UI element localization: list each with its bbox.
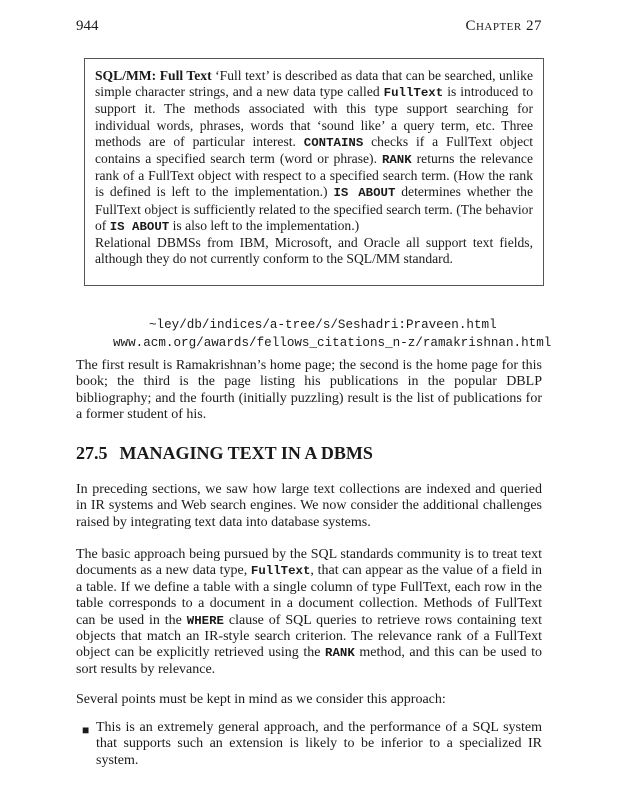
- code-rank: RANK: [381, 153, 412, 168]
- box-text: checks if a FullText object contains a specified search term (word or phrase).: [95, 133, 533, 167]
- code-is-about: IS ABOUT: [333, 186, 396, 201]
- page-number: 944: [76, 18, 99, 34]
- box-text: returns the relevance rank of a FullText object with respect to a specified search term. (How the rank is defined is left to the implementation.): [95, 151, 533, 200]
- text: method, and this can be used to sort results by relevance.: [76, 645, 542, 677]
- box-text: is also left to the implementation.): [169, 217, 360, 233]
- text: , that can appear as the value of a field in a table. If we define a table with a single column of type FullText, each row in the table corresponds to a document in a document collection. Methods of FullText can be used in the: [76, 563, 542, 628]
- box-paragraph-2: Relational DBMSs from IBM, Microsoft, and Oracle all support text fields, although they do not currently conform to the SQL/MM standard.: [95, 235, 533, 267]
- text: clause of SQL queries to retrieve rows containing text objects that match an IR-style search criterion. The relevance rank of a FullText object can be explicitly retrieved using the: [76, 612, 543, 661]
- text: The basic approach being pursued by the SQL standards community is to treat text documents as a new data type,: [76, 547, 542, 579]
- bullet-item: This is an extremely general approach, and the performance of a SQL system that supports such an extension is likely to be inferior to a specialized IR system.: [96, 720, 542, 768]
- url-line: www.acm.org/awards/fellows_citations_n-z/ramakrishnan.html: [113, 336, 552, 350]
- paragraph: The first result is Ramakrishnan’s home page; the second is the home page for this book; the third is the page listing his publications in the popular DBLP bibliography; and the fourth (initially puzzling) result is the list of publications for a former student of his.: [76, 358, 542, 423]
- sidebar-box: [84, 58, 544, 286]
- url-line: ~ley/db/indices/a-tree/s/Seshadri:Praveen.html: [149, 318, 497, 332]
- chapter-header: Chapter 27: [465, 18, 542, 34]
- code-contains: CONTAINS: [303, 135, 364, 150]
- paragraph: Several points must be kept in mind as we consider this approach:: [76, 692, 446, 707]
- box-lead: SQL/MM: Full Text: [95, 68, 212, 83]
- code-is-about: IS ABOUT: [109, 219, 170, 234]
- bullet-icon: ■: [82, 723, 90, 737]
- section-number: 27.5: [76, 443, 108, 463]
- section-heading: [76, 443, 373, 464]
- code-fulltext: FullText: [250, 564, 311, 579]
- code-where: WHERE: [186, 613, 224, 628]
- box-text: is introduced to support it. The methods associated with this type support searching for individual words, phrases, words that ‘sound like’ a query term, etc. Three methods are of particular interest.: [95, 84, 533, 149]
- section-title: MANAGING TEXT IN A DBMS: [119, 443, 373, 463]
- code-rank: RANK: [325, 646, 355, 661]
- paragraph: In preceding sections, we saw how large text collections are indexed and queried in IR systems and Web search engines. We now consider the additional challenges raised by integrating text data into database systems.: [76, 482, 542, 530]
- paragraph: [76, 547, 542, 678]
- box-text: ‘Full text’ is described as data that can be searched, unlike simple character strings, and a new data type called: [95, 68, 533, 100]
- code-fulltext: FullText: [383, 86, 444, 101]
- box-text: determines whether the FullText object is sufficiently related to the specified search term. (The behavior of: [95, 184, 533, 233]
